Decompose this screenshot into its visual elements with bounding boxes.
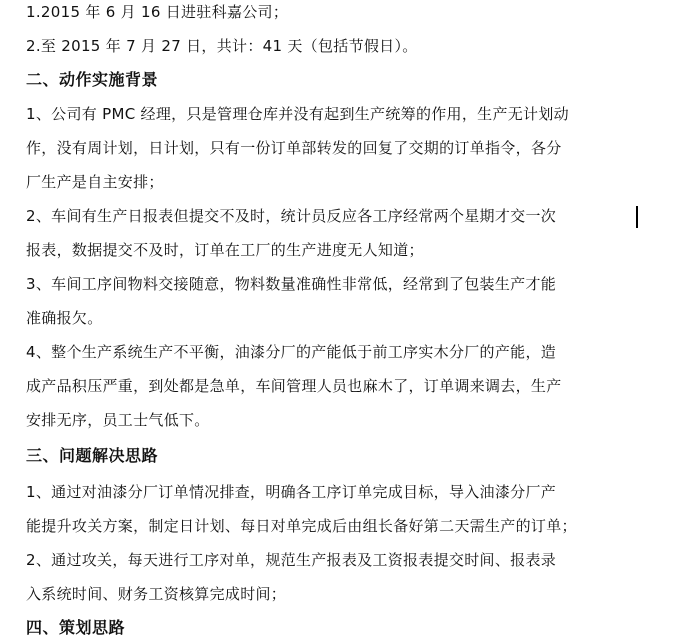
text-line: 2.至 2015 年 7 月 27 日，共计：41 天（包括节假日）。 [26, 37, 418, 55]
text-line: 3、车间工序间物料交接随意，物料数量准确性非常低，经常到了包装生产才能 [26, 275, 557, 293]
text-line: 报表，数据提交不及时，订单在工厂的生产进度无人知道； [26, 241, 424, 259]
text-line: 1.2015 年 6 月 16 日进驻科嘉公司； [26, 3, 289, 21]
text-line: 1、公司有 PMC 经理，只是管理仓库并没有起到生产统筹的作用，生产无计划动 [26, 105, 569, 123]
text-line: 2、车间有生产日报表但提交不及时，统计员反应各工序经常两个星期才交一次 [26, 207, 557, 225]
section-heading: 三、问题解决思路 [26, 446, 159, 465]
text-line: 能提升攻关方案，制定日计划、每日对单完成后由组长备好第二天需生产的订单； [26, 517, 577, 535]
section-heading: 四、策划思路 [26, 618, 126, 637]
text-line: 厂生产是自主安排； [26, 173, 164, 191]
text-line: 成产品积压严重，到处都是急单，车间管理人员也麻木了，订单调来调去，生产 [26, 377, 562, 395]
text-line: 4、整个生产系统生产不平衡，油漆分厂的产能低于前工序实木分厂的产能，造 [26, 343, 557, 361]
section-heading: 二、动作实施背景 [26, 70, 159, 89]
text-line: 入系统时间、财务工资核算完成时间； [26, 585, 287, 603]
text-line: 准确报欠。 [26, 309, 103, 327]
text-cursor[interactable] [636, 206, 638, 228]
text-line: 1、通过对油漆分厂订单情况排查，明确各工序订单完成目标，导入油漆分厂产 [26, 483, 557, 501]
text-line: 安排无序，员工士气低下。 [26, 411, 210, 429]
text-line: 2、通过攻关，每天进行工序对单，规范生产报表及工资报表提交时间、报表录 [26, 551, 557, 569]
text-line: 作，没有周计划，日计划，只有一份订单部转发的回复了交期的订单指令，各分 [26, 139, 562, 157]
